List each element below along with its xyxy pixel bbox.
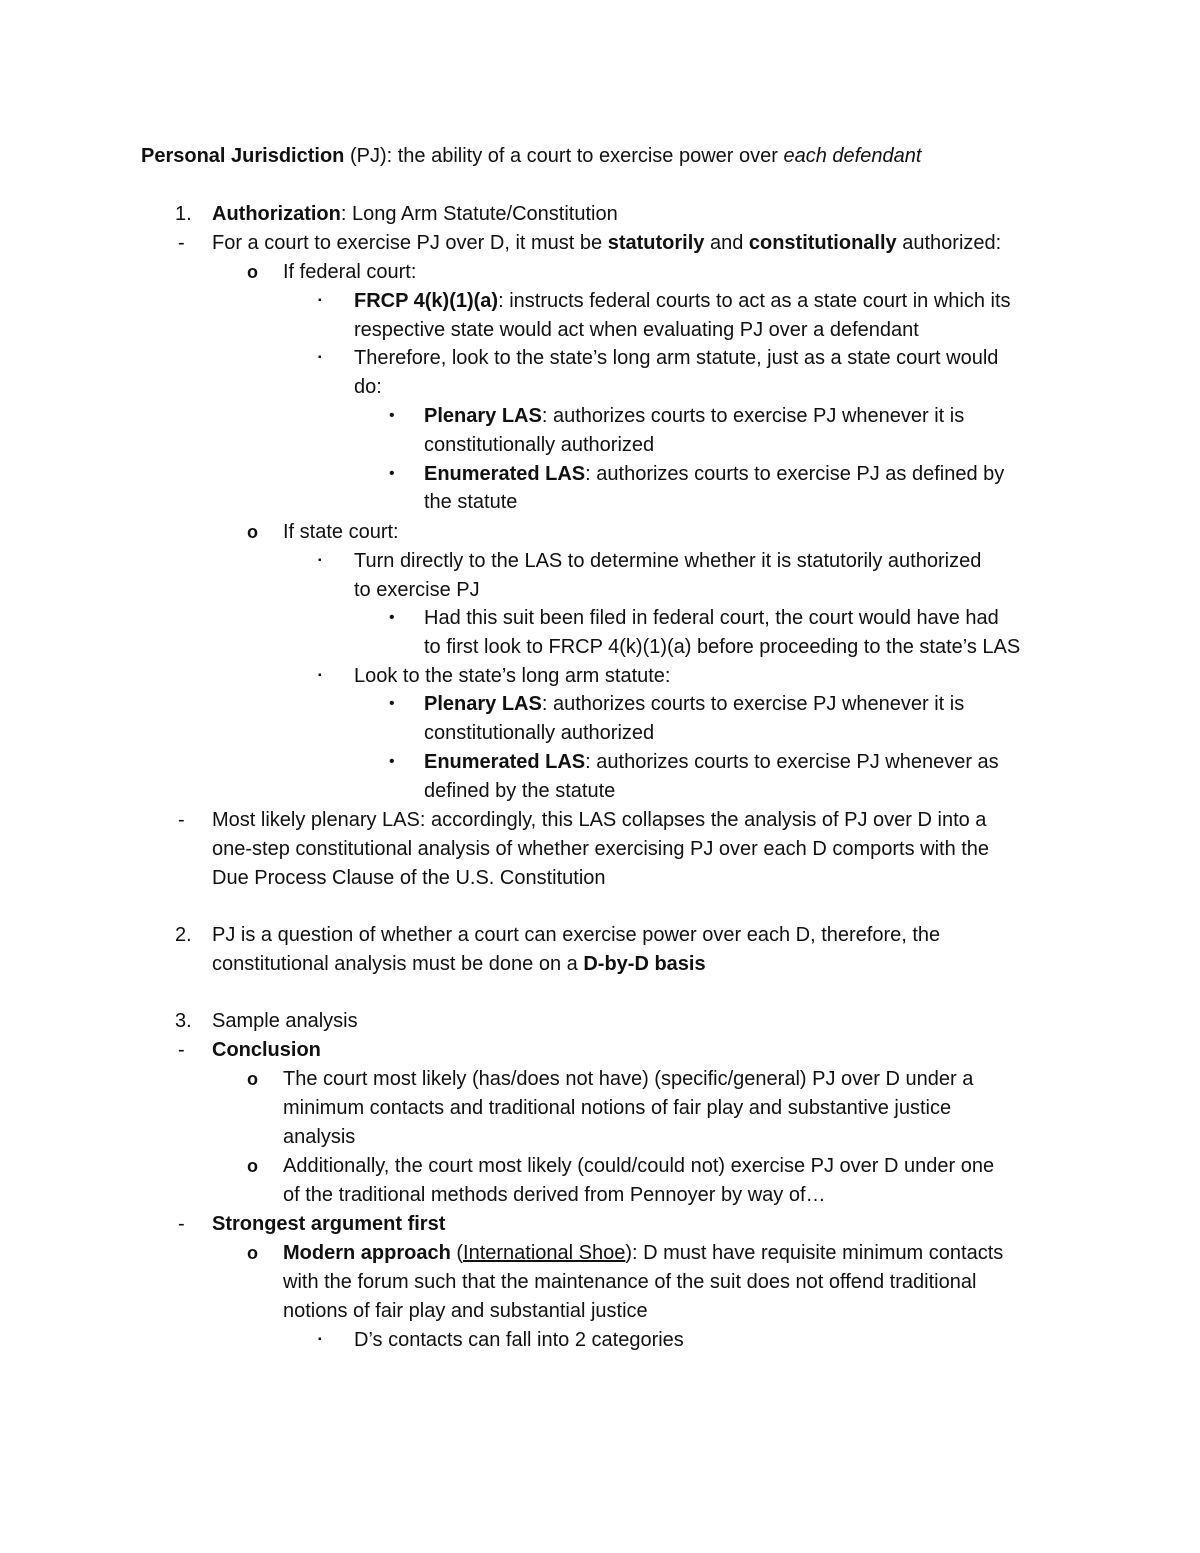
list-item: If federal court: [283, 261, 417, 283]
list-number: 2. [175, 924, 192, 946]
list-item-continuation: one-step constitutional analysis of whether exercising PJ over each D comports with the [212, 838, 990, 860]
list-item-continuation: constitutionally authorized [424, 722, 655, 744]
list-item-continuation: constitutional analysis must be done on a D-by-D basis [212, 953, 706, 975]
list-item-continuation: with the forum such that the maintenance of the suit does not offend traditional [283, 1271, 977, 1293]
list-item-continuation: analysis [283, 1126, 356, 1148]
list-item: FRCP 4(k)(1)(a): instructs federal courts to act as a state court in which its [354, 290, 1011, 312]
dash-bullet: - [178, 232, 185, 254]
list-item: Modern approach (International Shoe): D must have requisite minimum contacts [283, 1242, 1004, 1264]
list-item: Most likely plenary LAS: accordingly, this LAS collapses the analysis of PJ over D into a [212, 809, 987, 831]
square-bullet: ▪ [318, 295, 322, 306]
dot-bullet: • [389, 465, 395, 482]
list-item-continuation: defined by the statute [424, 780, 616, 802]
list-item: Plenary LAS: authorizes courts to exercise PJ whenever it is [424, 405, 965, 427]
square-bullet: ▪ [318, 555, 322, 566]
list-item: Additionally, the court most likely (could/could not) exercise PJ over D under one [283, 1155, 995, 1177]
list-item: Strongest argument first [212, 1213, 446, 1235]
circle-bullet: o [247, 1069, 258, 1089]
list-item: Had this suit been filed in federal court, the court would have had [424, 607, 999, 629]
dash-bullet: - [178, 1213, 185, 1235]
list-item-continuation: do: [354, 376, 382, 398]
dot-bullet: • [389, 609, 395, 626]
dot-bullet: • [389, 407, 395, 424]
list-item: Look to the state’s long arm statute: [354, 665, 671, 687]
list-item-continuation: of the traditional methods derived from Pennoyer by way of… [283, 1184, 826, 1206]
list-item-continuation: to first look to FRCP 4(k)(1)(a) before proceeding to the state’s LAS [424, 636, 1021, 658]
circle-bullet: o [247, 1156, 258, 1176]
dash-bullet: - [178, 1039, 185, 1061]
list-item-continuation: Due Process Clause of the U.S. Constitution [212, 867, 606, 889]
list-item-continuation: constitutionally authorized [424, 434, 655, 456]
list-item-continuation: to exercise PJ [354, 579, 480, 601]
square-bullet: ▪ [318, 670, 322, 681]
list-item: Plenary LAS: authorizes courts to exercise PJ whenever it is [424, 693, 965, 715]
list-item: PJ is a question of whether a court can exercise power over each D, therefore, the [212, 924, 941, 946]
list-item: The court most likely (has/does not have) (specific/general) PJ over D under a [283, 1068, 974, 1090]
list-item: For a court to exercise PJ over D, it must be statutorily and constitutionally authorized: [212, 232, 1002, 254]
dash-bullet: - [178, 809, 185, 831]
circle-bullet: o [247, 522, 258, 542]
square-bullet: ▪ [318, 352, 322, 363]
page-title: Personal Jurisdiction (PJ): the ability of a court to exercise power over each defendant [141, 145, 922, 167]
square-bullet: ▪ [318, 1334, 322, 1345]
list-item-continuation: notions of fair play and substantial justice [283, 1300, 648, 1322]
list-item: Enumerated LAS: authorizes courts to exercise PJ as defined by [424, 463, 1005, 485]
list-item: Turn directly to the LAS to determine whether it is statutorily authorized [354, 550, 982, 572]
list-item-continuation: minimum contacts and traditional notions of fair play and substantive justice [283, 1097, 952, 1119]
circle-bullet: o [247, 1243, 258, 1263]
list-item: If state court: [283, 521, 399, 543]
list-number: 1. [175, 203, 192, 225]
list-item: D’s contacts can fall into 2 categories [354, 1329, 684, 1351]
list-item-continuation: respective state would act when evaluating PJ over a defendant [354, 319, 919, 341]
list-number: 3. [175, 1010, 192, 1032]
dot-bullet: • [389, 753, 395, 770]
list-item-continuation: the statute [424, 491, 518, 513]
list-item: Enumerated LAS: authorizes courts to exercise PJ whenever as [424, 751, 999, 773]
section-heading-sample: Sample analysis [212, 1010, 358, 1032]
circle-bullet: o [247, 262, 258, 282]
list-item: Conclusion [212, 1039, 321, 1061]
section-heading-authorization: Authorization: Long Arm Statute/Constitution [212, 203, 618, 225]
list-item: Therefore, look to the state’s long arm statute, just as a state court would [354, 347, 999, 369]
dot-bullet: • [389, 695, 395, 712]
